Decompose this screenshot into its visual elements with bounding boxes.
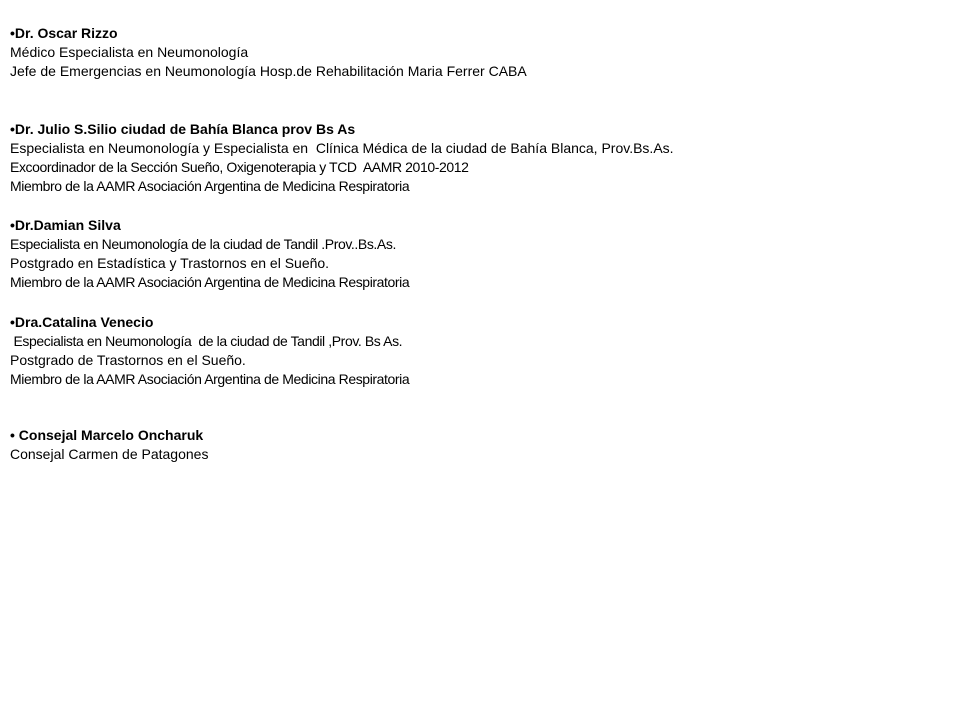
entry-name: • Consejal Marcelo Oncharuk [10,427,204,443]
entry-line: Postgrado de Trastornos en el Sueño. [10,352,246,368]
entry-name: •Dr. Oscar Rizzo [10,25,118,41]
entry-line: Excoordinador de la Sección Sueño, Oxigenoterapia y TCD AAMR 2010-2012 [10,159,469,175]
entry-oscar-rizzo [10,24,940,81]
entry-marcelo-oncharuk [10,426,940,464]
entry-catalina-venecio [10,313,940,389]
entry-name: •Dr. Julio S.Silio ciudad de Bahía Blanca prov Bs As [10,121,356,137]
entry-name: •Dra.Catalina Venecio [10,314,154,330]
entry-line: Miembro de la AAMR Asociación Argentina de Medicina Respiratoria [10,274,410,290]
entry-julio-silio [10,120,940,196]
entry-damian-silva [10,216,940,292]
entry-line: Consejal Carmen de Patagones [10,446,209,462]
entry-line: Jefe de Emergencias en Neumonología Hosp.de Rehabilitación Maria Ferrer CABA [10,63,527,79]
entry-line: Especialista en Neumonología de la ciudad de Tandil ,Prov. Bs As. [10,333,403,349]
entry-line: Especialista en Neumonología de la ciudad de Tandil .Prov..Bs.As. [10,236,396,252]
entry-line: Especialista en Neumonología y Especialista en Clínica Médica de la ciudad de Bahía Blanca, Prov.Bs.As. [10,140,674,156]
entry-line: Miembro de la AAMR Asociación Argentina de Medicina Respiratoria [10,178,410,194]
entry-line: Postgrado en Estadística y Trastornos en el Sueño. [10,255,330,271]
entry-line: Médico Especialista en Neumonología [10,44,249,60]
entry-name: •Dr.Damian Silva [10,217,121,233]
entry-line: Miembro de la AAMR Asociación Argentina de Medicina Respiratoria [10,371,410,387]
